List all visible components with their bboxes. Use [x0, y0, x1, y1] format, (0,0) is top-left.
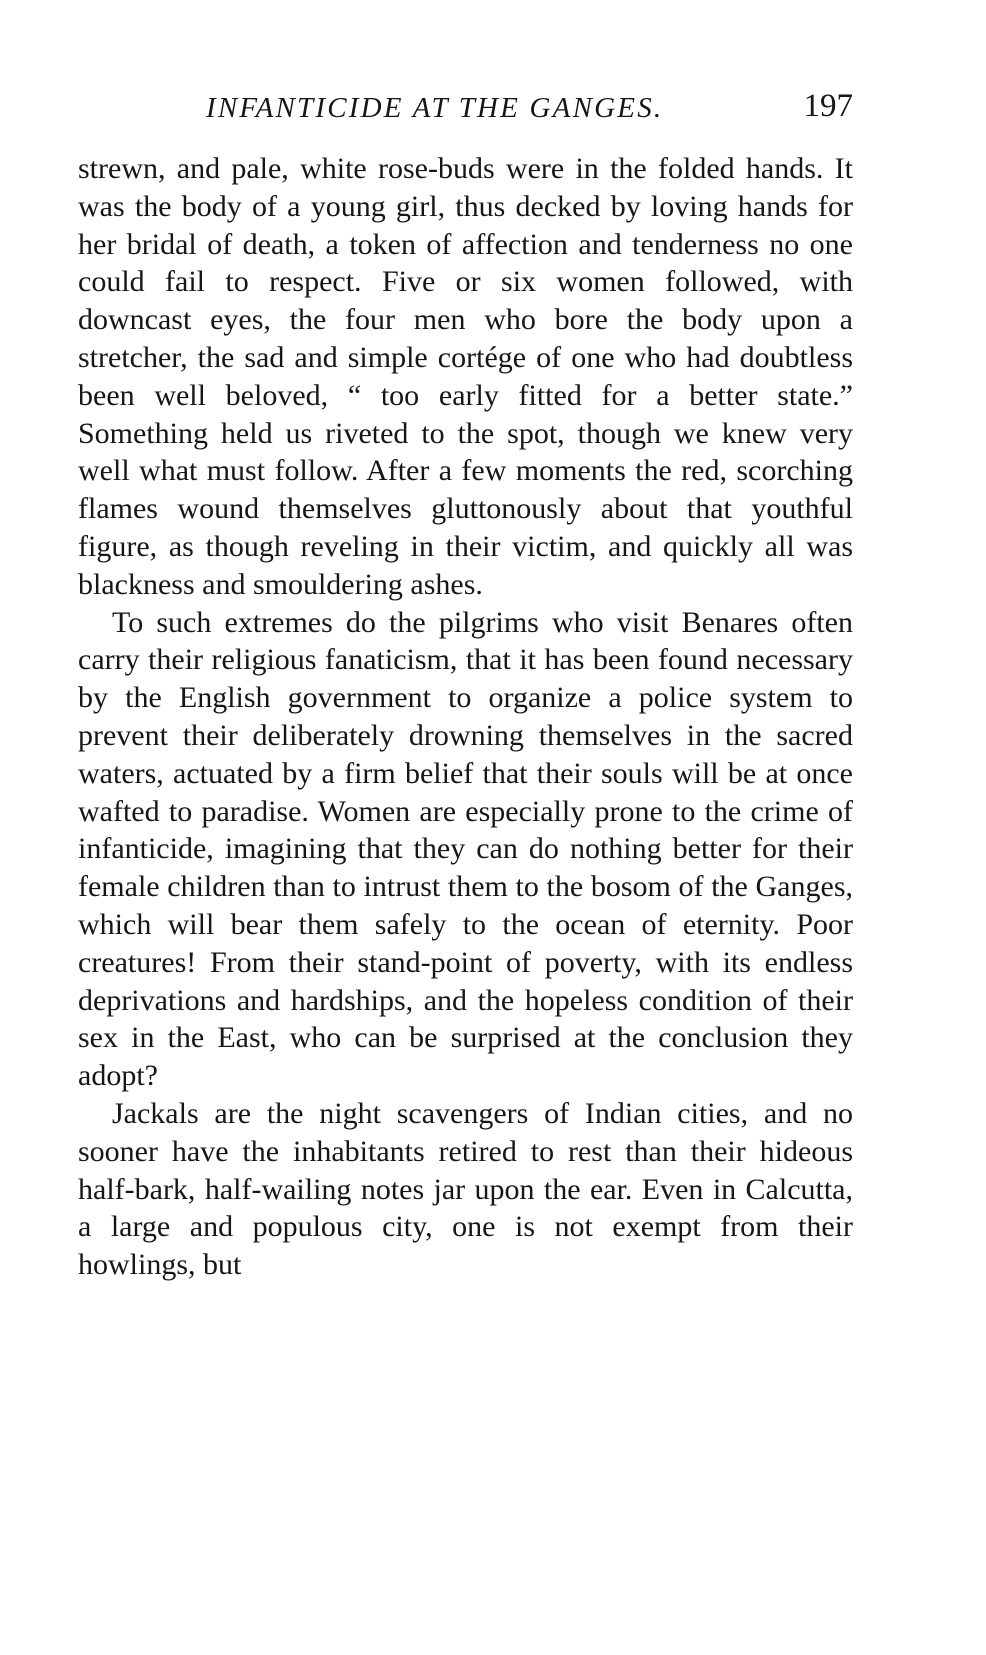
paragraph-benares: To such extremes do the pilgrims who visit Benares often carry their religious fanaticism, that it has been found necessary by the English government to organize a police system to prevent their deliberately drowning themselves in the sacred waters, actuated by a firm belief that their souls will be at once wafted to paradise. Women are especially prone to the crime of infanticide, imagining that they can do nothing better for their female children than to intrust them to the bosom of the Ganges, which will bear them safely to the ocean of eternity. Poor creatures! From their stand-point of poverty, with its endless deprivations and hardships, and the hopeless condition of their sex in the East, who can be surprised at the conclusion they adopt? — [78, 605, 853, 1093]
running-title: INFANTICIDE AT THE GANGES. — [206, 92, 664, 124]
running-header — [78, 86, 853, 130]
body-text — [78, 150, 853, 1284]
paragraph-continued: strewn, and pale, white rose-buds were in the folded hands. It was the body of a young girl, thus decked by loving hands for her bridal of death, a token of affection and tenderness no one could fail to respect. Five or six women followed, with downcast eyes, the four men who bore the body upon a stretcher, the sad and simple cortége of one who had doubtless been well beloved, “ too early fitted for a better state.” Something held us riveted to the spot, though we knew very well what must follow. After a few moments the red, scorching flames wound themselves gluttonously about that youthful figure, as though reveling in their victim, and quickly all was blackness and smouldering ashes. — [78, 152, 853, 601]
page-number: 197 — [803, 88, 853, 124]
paragraph-jackals: Jackals are the night scavengers of Indian cities, and no sooner have the inhabitants retired to rest than their hideous half-bark, half-wailing notes jar upon the ear. Even in Calcutta, a large and populous city, one is not exempt from their howlings, but — [78, 1096, 853, 1282]
